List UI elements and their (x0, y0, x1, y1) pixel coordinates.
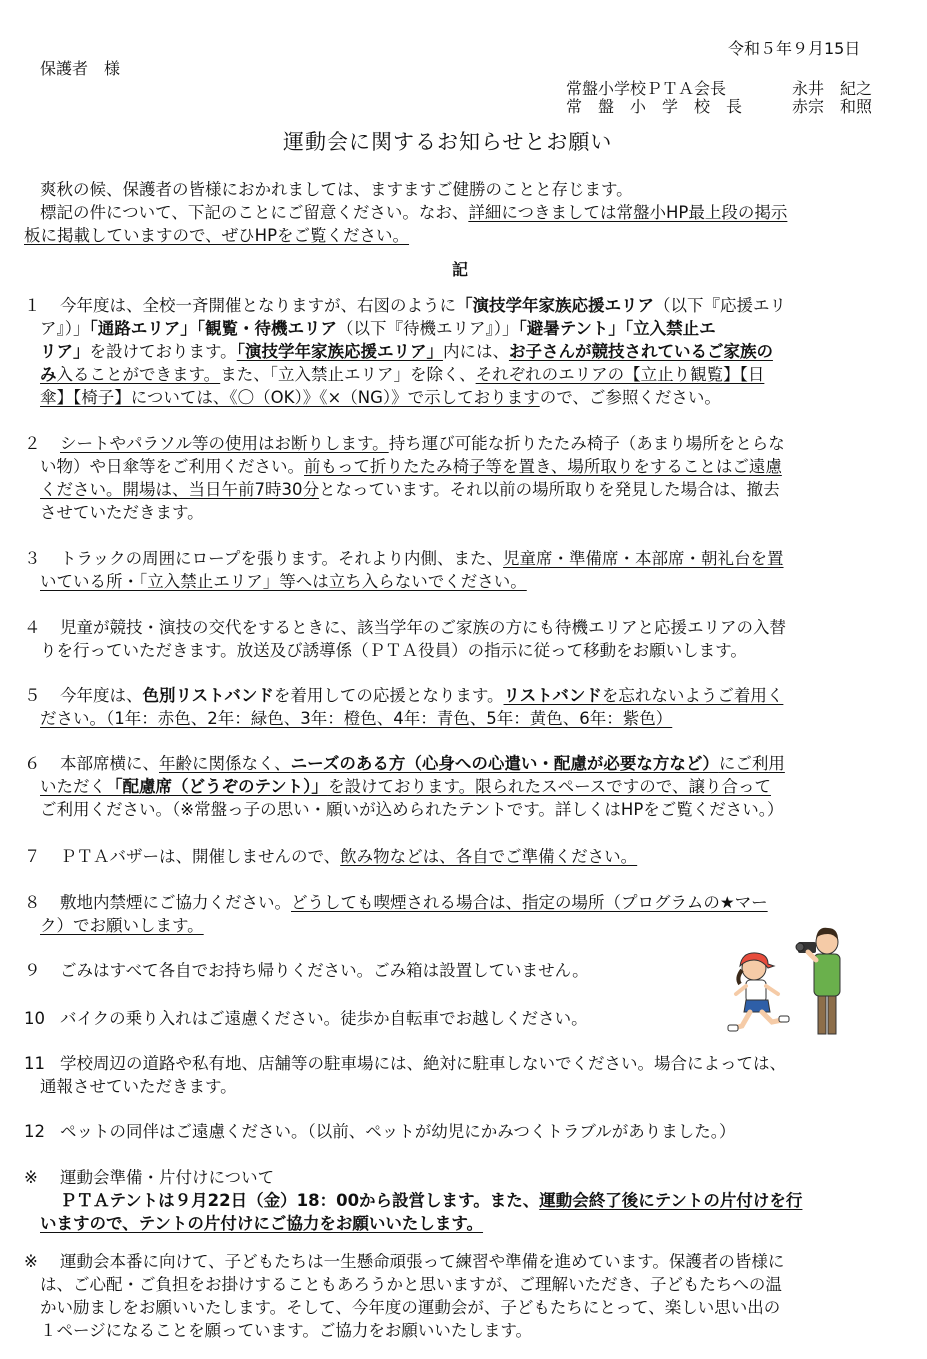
addressee: 保護者 様 (40, 59, 121, 78)
sender-pta-name: 永井 紀之 (792, 79, 873, 98)
document-title: 運動会に関するお知らせとお願い (283, 130, 613, 154)
running-child-icon (728, 953, 789, 1031)
intro-line-1: 爽秋の候、保護者の皆様におかれましては、ますますご健勝のことと存じます。 (40, 180, 633, 199)
parent-filming-child-running-illustration (724, 922, 864, 1042)
ki-heading: 記 (452, 260, 469, 279)
note-preparation: ※ 運動会準備・片付けについて ＰＴＡテントは９月22日（金）18：00から設営します。また、運動会終了後にテントの片付けを行 いますので、テントの片付けにご協力をお願いいたします。 (24, 1168, 803, 1233)
parent-with-camera-icon (796, 928, 840, 1034)
list-item-5: ５ 今年度は、色別リストバンドを着用しての応援となります。リストバンドを忘れないようご着用く ださい。（1年：赤色、2年：緑色、3年：橙色、4年：青色、5年：黄色、6年：紫色） (24, 686, 784, 728)
sender-pta-role: 常盤小学校ＰＴＡ会長 (566, 79, 727, 98)
intro-paragraph (24, 178, 891, 247)
list-item-4: ４ 児童が競技・演技の交代をするときに、該当学年のご家族の方にも待機エリアと応援エリアの入替 りを行っていただきます。放送及び誘導係（ＰＴＡ役員）の指示に従って移動をお願いします。 (24, 618, 786, 660)
sender-principal-role: 常 盤 小 学 校 長 (566, 97, 743, 116)
letter-date: 令和５年９月15日 (728, 39, 861, 58)
list-item-10: 10 バイクの乗り入れはご遠慮ください。徒歩か自転車でお越しください。 (24, 1009, 588, 1028)
list-item-6: ６ 本部席横に、年齢に関係なく、ニーズのある方（心身への心遣い・配慮が必要な方など）にご利用 いただく「配慮席（どうぞのテント）」を設けております。限られたスペースですので、譲り合って ご利用ください。（※常盤っ子の思い・願いが込められたテントです。詳しくはHPをご覧ください。） (24, 754, 785, 819)
intro-line-3: 板に掲載していますので、ぜひHPをご覧ください。 (24, 226, 410, 245)
list-item-11: 11 学校周辺の道路や私有地、店舗等の駐車場には、絶対に駐車しないでください。場合によっては、 通報させていただきます。 (24, 1054, 786, 1096)
list-item-9: ９ ごみはすべて各自でお持ち帰りください。ごみ箱は設置していません。 (24, 961, 589, 980)
list-item-7: ７ ＰＴＡバザーは、開催しませんので、飲み物などは、各自でご準備ください。 (24, 847, 638, 866)
intro-line-2: 標記の件について、下記のことにご留意ください。なお、詳細につきましては常盤小HP最上段の掲示 (40, 203, 788, 222)
list-item-3: ３ トラックの周囲にロープを張ります。それより内側、また、児童席・準備席・本部席・朝礼台を置 いている所・「立入禁止エリア」等へは立ち入らないでください。 (24, 549, 784, 591)
list-item-8: ８ 敷地内禁煙にご協力ください。どうしても喫煙される場合は、指定の場所（プログラムの★マー ク）でお願いします。 (24, 893, 768, 935)
list-item-2: ２ シートやパラソル等の使用はお断りします。持ち運び可能な折りたたみ椅子（あまり場所をとらな い物）や日傘等をご利用ください。前もって折りたたみ椅子等を置き、場所取りをすることはご遠慮 ください。開場は、当日午前7時30分となっています。それ以前の場所取りを発見した場合は、撤去 させていただきます。 (24, 434, 785, 522)
list-item-1: １ 今年度は、全校一斉開催となりますが、右図のように「演技学年家族応援エリア（以下『応援エリ ア』）」「通路エリア」「観覧・待機エリア（以下『待機エリア』）」「避暑テント」「立入禁止エ リア」を設けております。「演技学年家族応援エリア」内には、お子さんが競技されているご家族の み入ることができます。また、「立入禁止エリア」を除く、それぞれのエリアの【立止り観覧】【日 傘】【椅子】については、《〇（OK）》《×（NG）》で示しておりますので、ご参照ください。 (24, 296, 786, 407)
list-item-12: 12 ペットの同伴はご遠慮ください。（以前、ペットが幼児にかみつくトラブルがありました。） (24, 1122, 736, 1141)
sender-principal-name: 赤宗 和照 (792, 97, 873, 116)
note-closing: ※ 運動会本番に向けて、子どもたちは一生懸命頑張って練習や準備を進めています。保護者の皆様に は、ご心配・ご負担をお掛けすることもあろうかと思いますが、ご理解いただき、子どもたちへの温 かい励ましをお願いいたします。そして、今年度の運動会が、子どもたちにとって、楽しい思い出の １ページになることを願っています。ご協力をお願いいたします。 (24, 1252, 785, 1340)
